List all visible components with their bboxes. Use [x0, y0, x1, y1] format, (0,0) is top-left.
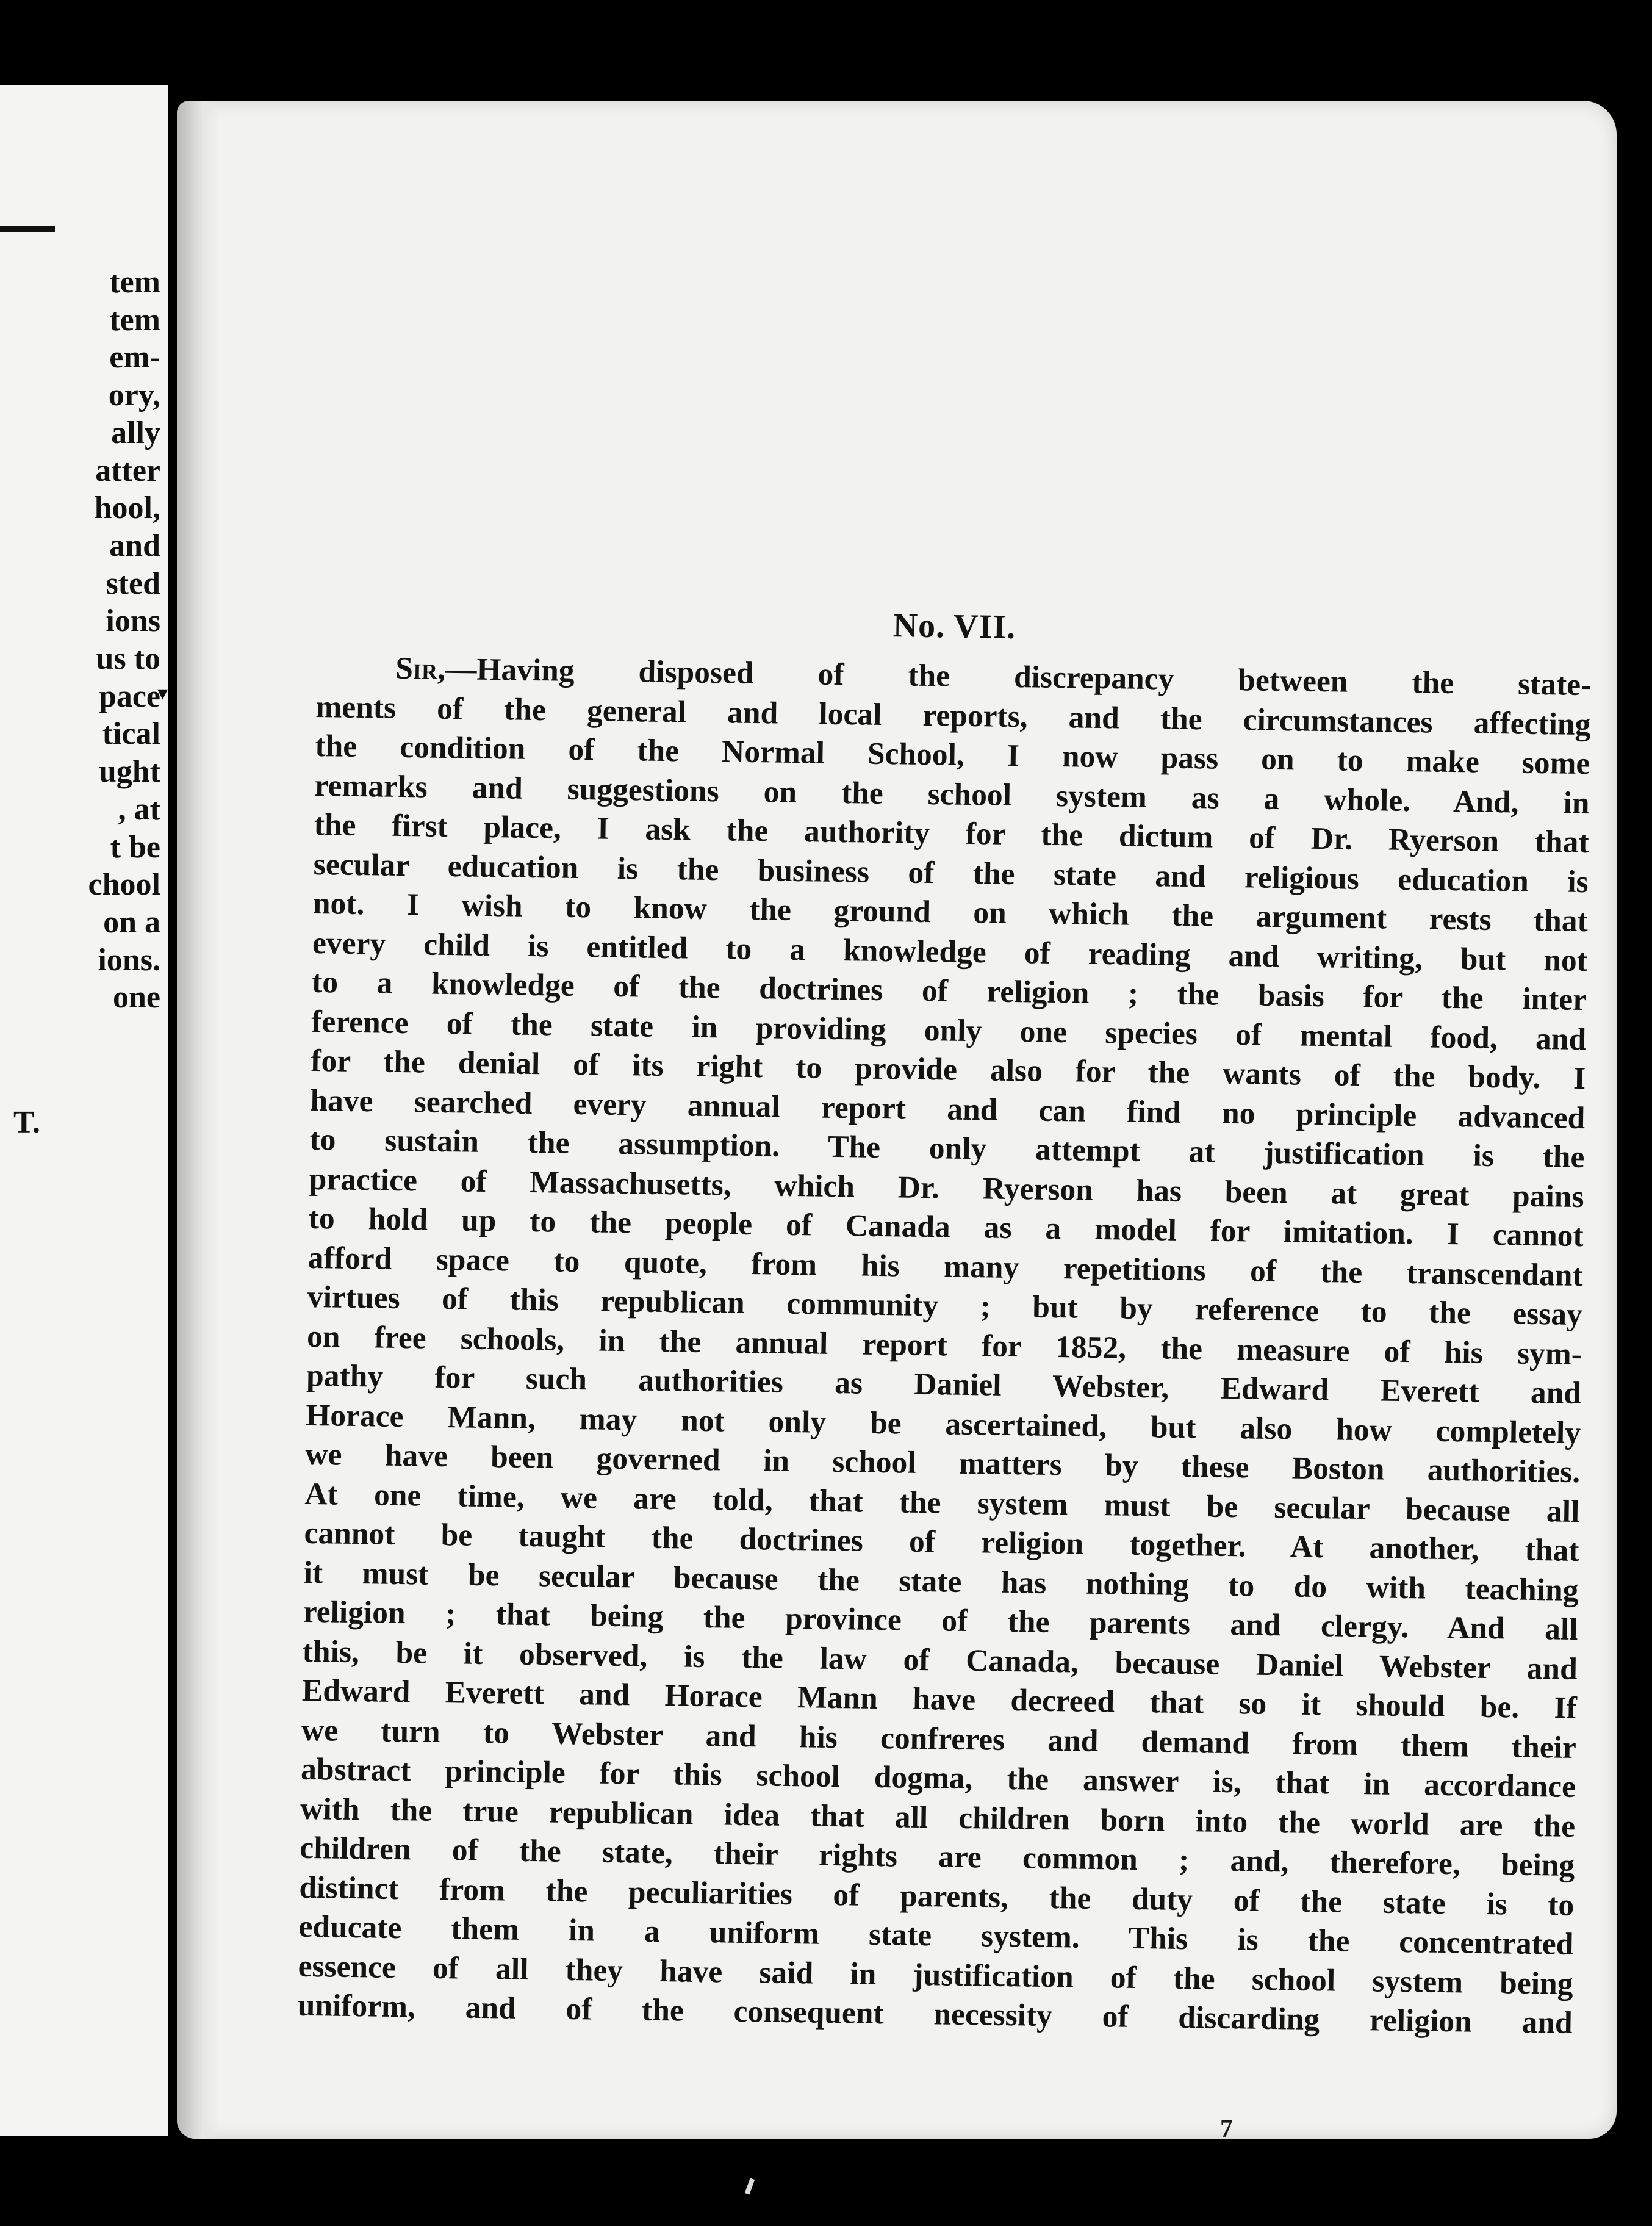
body-line: we turn to Webster and his confreres and demand from them their — [301, 1712, 1577, 1765]
body-line: essence of all they have said in justification of the school system being — [298, 1948, 1573, 2001]
facing-page-line: ally — [111, 415, 160, 450]
body-line: the first place, I ask the authority for the dictum of Dr. Ryerson that — [314, 807, 1590, 860]
body-line: At one time, we are told, that the system must be secular because all — [304, 1476, 1580, 1529]
facing-page-line: , at — [118, 791, 160, 827]
body-line: distinct from the peculiarities of parents, the duty of the state is to — [299, 1870, 1575, 1923]
body-line: to hold up to the people of Canada as a model for imitation. I cannot — [308, 1200, 1584, 1254]
body-line: it must be secular because the state has nothing to do with teaching — [303, 1555, 1579, 1608]
body-line: secular education is the business of the state and religious education is — [313, 846, 1589, 899]
body-line: children of the state, their rights are common ; and, therefore, being — [300, 1830, 1575, 1883]
body-line: uniform, and of the consequent necessity of discarding religion and — [297, 1987, 1573, 2040]
body-line: this, be it observed, is the law of Canada, because Daniel Webster and — [302, 1633, 1578, 1687]
body-line: ments of the general and local reports, and the circumstances affecting — [315, 689, 1591, 742]
body-line: educate them in a uniform state system. This is the concentrated — [298, 1909, 1574, 1962]
body-line: we have been governed in school matters by these Boston authorities. — [305, 1436, 1581, 1490]
facing-page-line: ions. — [98, 942, 160, 978]
facing-page-line: tem — [109, 265, 160, 300]
article — [297, 598, 1592, 2043]
body-line: to sustain the assumption. The only attempt at justification is the — [309, 1122, 1585, 1175]
facing-page-line: tical — [102, 716, 160, 752]
facing-page-line: chool — [88, 867, 160, 902]
body-line: practice of Massachusetts, which Dr. Ryerson has been at great pains — [309, 1161, 1584, 1214]
margin-mark: ▾ — [157, 682, 168, 705]
body-line: virtues of this republican community ; but by reference to the essay — [307, 1279, 1583, 1333]
page-number: 7 — [1220, 2115, 1233, 2139]
facing-page-tail: T. — [13, 1105, 40, 1140]
body-line: every child is entitled to a knowledge of reading and writing, but not — [312, 925, 1588, 978]
facing-page-line: sted — [106, 566, 160, 601]
facing-page-line: atter — [95, 453, 160, 488]
body-line: ference of the state in providing only one species of mental food, and — [311, 1004, 1587, 1057]
facing-page-text — [88, 264, 160, 1017]
facing-page-line: hool, — [94, 491, 160, 526]
facing-page-line: ions — [106, 603, 160, 639]
gutter-shadow — [177, 101, 220, 2139]
body-line: cannot be taught the doctrines of religion together. At another, that — [304, 1515, 1579, 1569]
body-line: for the denial of its right to provide also for the wants of the body. I — [311, 1043, 1586, 1097]
body-line: pathy for such authorities as Daniel Webster, Edward Everett and — [306, 1358, 1582, 1411]
facing-page-line: ught — [98, 754, 160, 790]
facing-page-line: and — [109, 528, 160, 563]
body-line: to a knowledge of the doctrines of religion ; the basis for the inter — [311, 964, 1587, 1018]
body-line: Edward Everett and Horace Mann have decreed that so it should be. If — [301, 1673, 1578, 1726]
facing-page-line: ory, — [108, 378, 160, 413]
body-line: Sir,—Having disposed of the discrepancy between the state- — [395, 650, 1592, 703]
facing-page-line: on a — [103, 904, 160, 940]
body-line: afford space to quote, from his many repetitions of the transcendant — [307, 1240, 1584, 1293]
scan-speck — [745, 2178, 755, 2194]
section-heading: No. VII. — [892, 607, 1016, 646]
article-body — [297, 648, 1591, 2043]
facing-page-line: t be — [110, 829, 160, 865]
facing-page-line: em- — [109, 340, 160, 375]
facing-page-line: one — [113, 980, 160, 1015]
body-line: religion ; that being the province of the parents and clergy. And all — [303, 1594, 1578, 1648]
book-page — [177, 101, 1617, 2139]
body-line: remarks and suggestions on the school system as a whole. And, in — [314, 768, 1590, 821]
facing-page — [0, 85, 168, 2136]
body-line: have searched every annual report and can find no principle advanced — [310, 1082, 1586, 1136]
facing-page-rule — [0, 226, 55, 232]
body-line: with the true republican idea that all children born into the world are the — [300, 1791, 1576, 1844]
body-line: on free schools, in the annual report for 1852, the measure of his sym- — [306, 1319, 1582, 1372]
facing-page-line: pace — [98, 679, 160, 714]
body-line: Horace Mann, may not only be ascertained, but also how completely — [305, 1397, 1581, 1450]
body-line: abstract principle for this school dogma, the answer is, that in accordance — [300, 1751, 1576, 1804]
facing-page-line: us to — [96, 641, 160, 677]
body-line: the condition of the Normal School, I now pass on to make some — [315, 728, 1590, 782]
body-line: not. I wish to know the ground on which the argument rests that — [312, 885, 1589, 939]
facing-page-line: tem — [109, 302, 160, 337]
